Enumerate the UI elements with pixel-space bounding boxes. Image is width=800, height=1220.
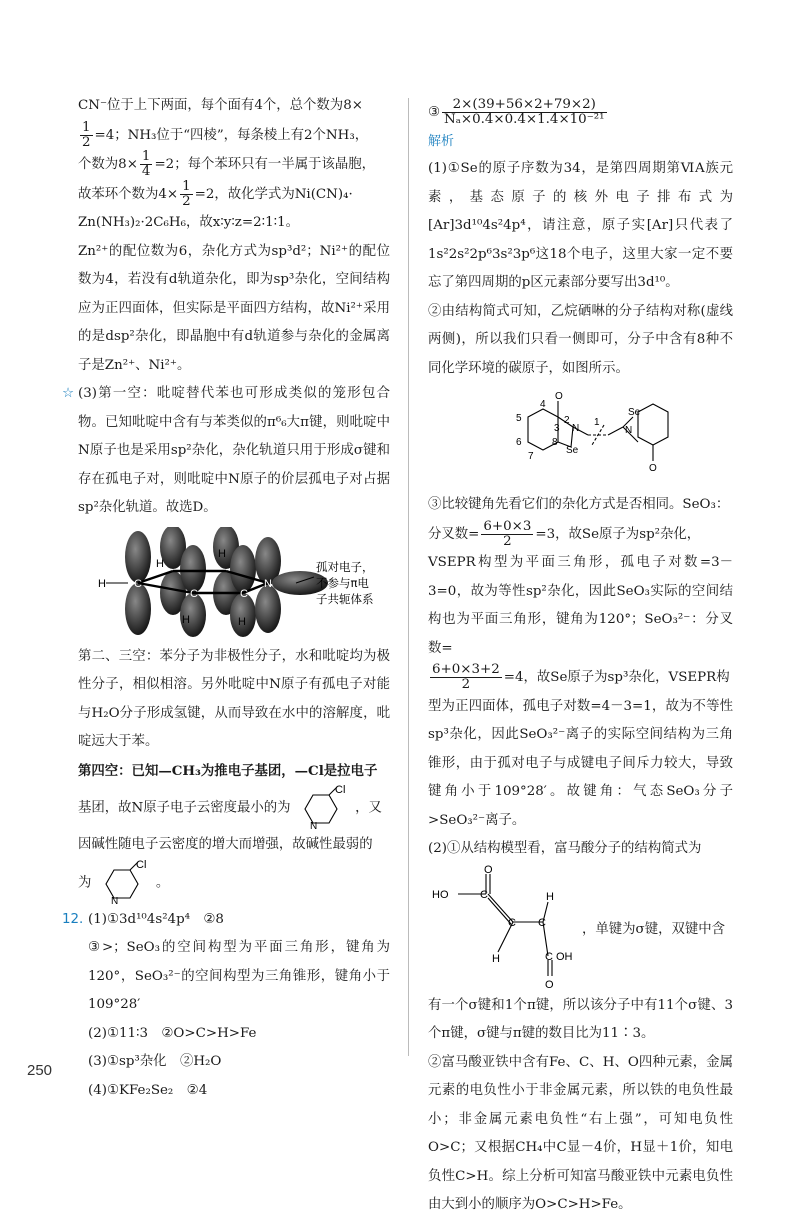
left-line-4: 故苯环个数为4× $\frac{1}{2}$ =2，故化学式为Ni(CN)₄· xyxy=(78,178,353,209)
analysis-carbon-env: ②由结构简式可知，乙烷硒啉的分子结构对称(虚线两侧)，所以我们只看一侧即可，分子中含有8种不同化学环境的碳原子，如图所示。 xyxy=(428,303,733,376)
analysis-bond-angle-2: 分叉数= $\frac{6+0\times 3}{2}$ =3，故Se原子为sp²杂化， xyxy=(428,518,701,549)
svg-text:C: C xyxy=(480,888,488,901)
fork-fraction-2: $\frac{6+0\times 3+2}{2}$ xyxy=(432,662,500,692)
analysis-bond-angle-5: 型为正四面体，孤电子对数=4－3=1，故为不等性sp³杂化，因此SeO₃²⁻离子的实际空间结构为三角锥形，由于孤对电子与成键电子间斥力较大，导致键角小于109°28′。故键角：气态SeO₃分子>SeO₃²⁻离子。 xyxy=(428,698,733,828)
svg-text:6: 6 xyxy=(516,437,522,448)
column-divider xyxy=(408,98,409,1056)
svg-text:1: 1 xyxy=(594,417,600,428)
answer-12-line-4: (3)①sp³杂化 ②H₂O xyxy=(88,1054,222,1069)
svg-text:C: C xyxy=(240,587,248,600)
fraction-half-2: $\frac{1}{2}$ xyxy=(182,178,191,209)
answer-12-line-5: (4)①KFe₂Se₂ ②4 xyxy=(88,1082,208,1098)
paragraph-polarity: 第二、三空：苯分子为非极性分子，水和吡啶均为极性分子，相似相溶。另外吡啶中N原子有孤电子对能与H₂O分子形成氢键，从而导致在水中的溶解度，吡啶远大于苯。 xyxy=(78,648,390,749)
left-line-chloropyridine-2: 为 Cl N 。 xyxy=(78,859,170,906)
left-line-5: Zn(NH₃)₂·2C₆H₆，故x∶y∶z=2∶1∶1。 xyxy=(78,215,300,230)
analysis-bond-angle-1: ③比较键角先看它们的杂化方式是否相同。SeO₃： xyxy=(428,497,730,512)
svg-text:O: O xyxy=(649,463,657,474)
svg-text:C: C xyxy=(134,577,142,590)
svg-text:C: C xyxy=(190,587,198,600)
svg-text:N: N xyxy=(264,577,272,590)
svg-text:C: C xyxy=(508,916,516,929)
star-icon: ☆ xyxy=(62,386,75,401)
svg-text:H: H xyxy=(156,557,164,570)
svg-text:Se: Se xyxy=(566,445,579,456)
paragraph-pyridine-1: ☆ (3)第一空：吡啶替代苯也可形成类似的笼形包合物。已知吡啶中含有与苯类似的π⁶₆大π键，则吡啶中N原子也是采用sp²杂化，杂化轨道只用于形成σ键和存在孤电子对，则吡啶中N原子的价层孤电子对占据sp²杂化轨道。故选D。 xyxy=(78,380,390,523)
svg-text:O: O xyxy=(545,978,554,991)
right-column xyxy=(428,98,733,1220)
fraction-half: $\frac{1}{2}$ xyxy=(82,119,91,150)
svg-text:H: H xyxy=(238,615,246,628)
svg-text:OH: OH xyxy=(556,950,573,963)
svg-text:N: N xyxy=(572,423,580,434)
page-number: 250 xyxy=(27,1062,53,1079)
answer-12-line-3: (2)①11∶3 ②O>C>H>Fe xyxy=(88,1025,257,1041)
svg-text:H: H xyxy=(492,952,500,965)
left-line-3: 个数为8× $\frac{1}{4}$ =2；每个苯环只有一半属于该晶胞， xyxy=(78,149,376,179)
svg-text:C: C xyxy=(538,916,546,929)
svg-text:子共轭体系: 子共轭体系 xyxy=(316,591,374,606)
question-number: 12. xyxy=(62,911,84,927)
svg-text:H: H xyxy=(98,577,106,590)
analysis-bond-angle-4: $\frac{6+0\times 3+2}{2}$ =4，故Se原子为sp³杂化，VSEPR构 xyxy=(432,662,730,692)
sigma-bond-note: ，单键为σ键，双键中含 xyxy=(582,922,726,937)
svg-text:7: 7 xyxy=(528,451,534,462)
svg-text:3: 3 xyxy=(554,423,560,434)
svg-text:HO: HO xyxy=(432,888,449,901)
3-chloropyridine-structure xyxy=(295,785,351,831)
svg-text:H: H xyxy=(218,547,226,560)
left-line-chloropyridine-1: 基团，故N原子电子云密度最小的为 Cl N ，又 xyxy=(78,785,382,831)
svg-text:N: N xyxy=(625,425,633,436)
ethane-selenoline-structure xyxy=(428,387,733,487)
3-chloropyridine-structure-2 xyxy=(96,860,152,906)
svg-text:Cl: Cl xyxy=(334,785,346,796)
svg-text:N: N xyxy=(309,821,318,831)
analysis-heading: 解析 xyxy=(428,134,455,149)
svg-text:4: 4 xyxy=(540,399,546,410)
svg-text:2: 2 xyxy=(564,415,570,426)
paragraph-fourth-blank: 第四空：已知—CH₃为推电子基团，—Cl是拉电子 xyxy=(78,762,378,779)
fumaric-acid-row xyxy=(428,864,733,992)
paragraph-coordination: Zn²⁺的配位数为6，杂化方式为sp³d²；Ni²⁺的配位数为4，若没有d轨道杂化，即为sp³杂化，空间结构应为正四面体，但实际是平面四方结构，故Ni²⁺采用的是dsp²杂化，即晶胞中有d轨道参与杂化的金属离子是Zn²⁺、Ni²⁺。 xyxy=(78,243,390,373)
left-line-basicity: 因碱性随电子云密度的增大而增强，故碱性最弱的 xyxy=(78,837,373,852)
svg-text:H: H xyxy=(546,890,554,903)
svg-text:N: N xyxy=(110,895,118,906)
answer-12-line-2: ③>；SeO₃的空间构型为平面三角形，键角为120°，SeO₃²⁻的空间构型为三角锥形，键角小于109°28′ xyxy=(88,940,390,1012)
svg-text:孤对电子，: 孤对电子， xyxy=(316,559,374,574)
fork-fraction-1: $\frac{6+0\times 3}{2}$ xyxy=(483,518,532,549)
fumaric-acid-structure xyxy=(428,864,578,992)
density-formula: ③ $\frac{2\times(39+56\times 2+79\times 2)}{\text{Nₐ×0.4×0.4×1.4×10⁻²¹}}$ xyxy=(428,97,605,127)
lone-pair-caption xyxy=(316,560,374,606)
answer-12-line-1: 12. (1)①3d¹⁰4s²4p⁴ ②8 xyxy=(78,906,390,935)
svg-text:8: 8 xyxy=(552,437,558,448)
svg-text:Se: Se xyxy=(628,407,641,418)
analysis-fumaric-intro: (2)①从结构模型看，富马酸分子的结构简式为 xyxy=(428,841,702,856)
svg-text:H: H xyxy=(182,613,190,626)
pyridine-orbital-figure xyxy=(78,527,390,639)
svg-text:不参与π电: 不参与π电 xyxy=(316,575,369,590)
left-line-2: $\frac{1}{2}$ =4；NH₃位于“四棱”，每条棱上有2个NH₃， xyxy=(82,119,369,150)
svg-text:O: O xyxy=(555,391,563,402)
svg-text:O: O xyxy=(484,863,493,876)
fraction-quarter: $\frac{1}{4}$ xyxy=(141,149,151,179)
analysis-bond-angle-3: VSEPR构型为平面三角形，孤电子对数=3－3=0，故为等性sp²杂化，因此SeO₃实际的空间结构也为平面三角形，键角为120°；SeO₃²⁻：分叉数= xyxy=(428,555,733,656)
left-line-1: CN⁻位于上下两面，每个面有4个，总个数为8× xyxy=(78,98,363,113)
density-fraction: $\frac{2\times(39+56\times 2+79\times 2)}{\text{Nₐ×0.4×0.4×1.4×10⁻²¹}}$ xyxy=(444,97,605,127)
left-column xyxy=(62,92,390,1105)
svg-text:Cl: Cl xyxy=(135,859,147,871)
svg-text:C: C xyxy=(545,950,553,963)
analysis-electronegativity: ②富马酸亚铁中含有Fe、C、H、O四种元素，金属元素的电负性小于非金属元素，所以铁的电负性最小；非金属元素电负性“右上强”，可知电负性O>C；又根据CH₄中C显－4价，H显＋1价，知电负性C>H。综上分析可知富马酸亚铁中元素电负性由大到小的顺序为O>C>H>Fe。 xyxy=(428,1054,733,1212)
analysis-sigma-pi: 有一个σ键和1个π键，所以该分子中有11个σ键、3个π键，σ键与π键的数目比为11∶3。 xyxy=(428,997,733,1041)
analysis-se-config: (1)①Se的原子序数为34，是第四周期第ⅥA族元素，基态原子的核外电子排布式为[Ar]3d¹⁰4s²4p⁴，请注意，原子实[Ar]只代表了1s²2s²2p⁶3s²3p⁶这18个电子，这里大家一定不要忘了第四周期的p区元素部分要写出3d¹⁰。 xyxy=(428,161,733,290)
svg-text:5: 5 xyxy=(516,413,522,424)
